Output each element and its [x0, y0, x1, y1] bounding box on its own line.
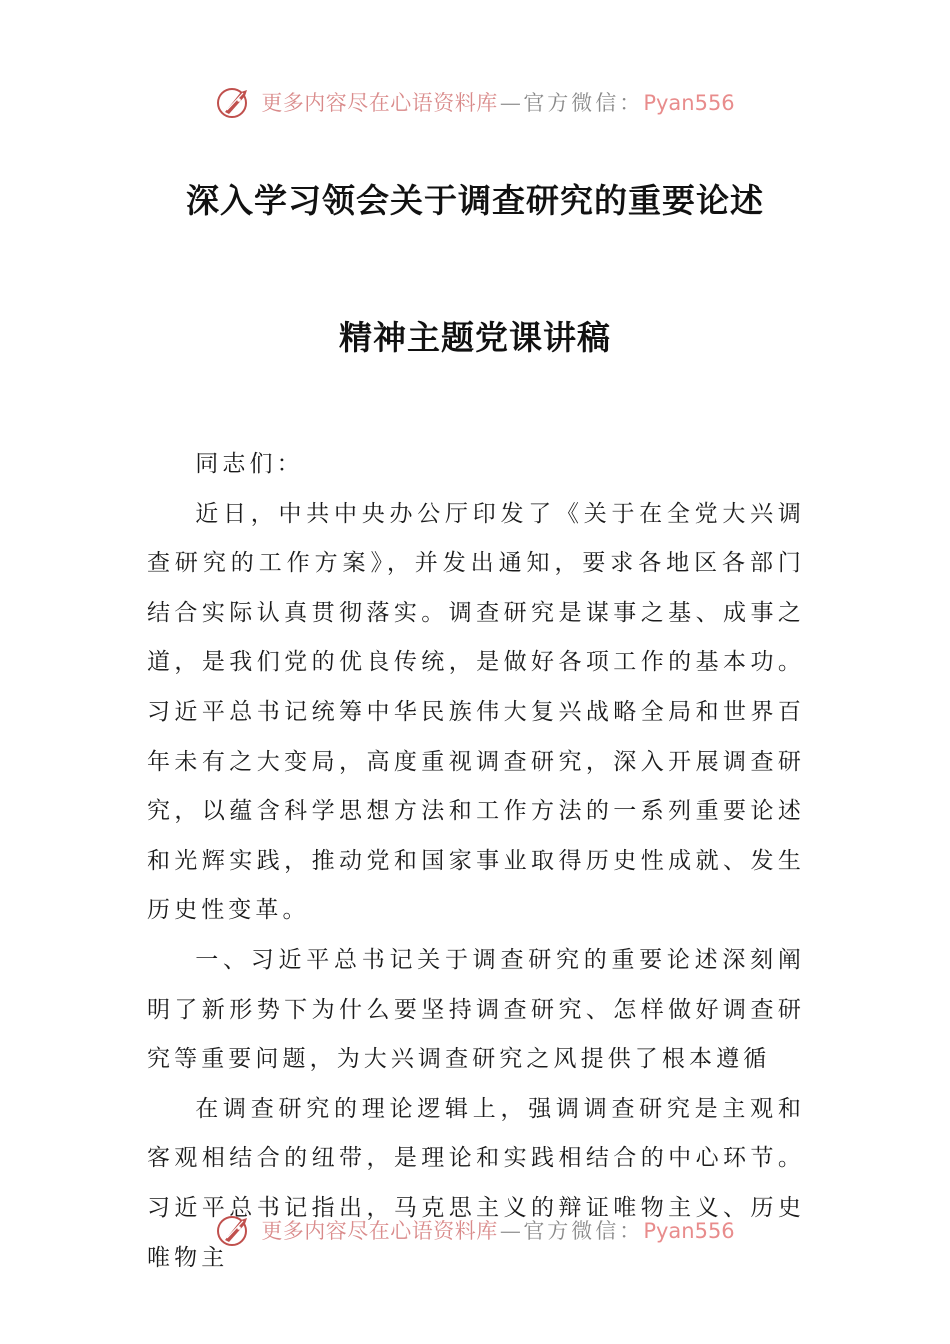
document-body: [147, 440, 805, 1283]
footer-watermark: [0, 1210, 950, 1250]
pen-nib-circle-icon: [215, 1210, 255, 1250]
watermark-official-label: 官方微信：: [523, 91, 644, 115]
header-watermark: [0, 82, 950, 122]
document-title-line1: 深入学习领会关于调查研究的重要论述: [186, 181, 764, 220]
watermark-site: 更多内容尽在心语资料库: [261, 1219, 498, 1243]
body-paragraph: 近日，中共中央办公厅印发了《关于在全党大兴调查研究的工作方案》，并发出通知，要求各地区各部门结合实际认真贯彻落实。调查研究是谋事之基、成事之道，是我们党的优良传统，是做好各项工作的基本功。习近平总书记统筹中华民族伟大复兴战略全局和世界百年未有之大变局，高度重视调查研究，深入开展调查研究，以蕴含科学思想方法和工作方法的一系列重要论述和光辉实践，推动党和国家事业取得历史性成就、发生历史性变革。: [147, 500, 805, 924]
watermark-text: [261, 87, 734, 117]
body-paragraph: 在调查研究的理论逻辑上，强调调查研究是主观和客观相结合的纽带，是理论和实践相结合的中心环节。习近平总书记指出，马克思主义的辩证唯物主义、历史唯物主: [147, 1095, 805, 1271]
document-title-line2: 精神主题党课讲稿: [339, 318, 611, 357]
watermark-site: 更多内容尽在心语资料库: [261, 91, 498, 115]
watermark-separator: —: [499, 1219, 522, 1243]
salutation: 同志们：: [195, 451, 304, 477]
watermark-official-label: 官方微信：: [523, 1219, 644, 1243]
watermark-account: Pyan556: [643, 1219, 735, 1243]
watermark-account: Pyan556: [643, 91, 735, 115]
watermark-text: [261, 1215, 734, 1245]
watermark-separator: —: [499, 91, 522, 115]
pen-nib-circle-icon: [215, 82, 255, 122]
body-paragraph: 一、习近平总书记关于调查研究的重要论述深刻阐明了新形势下为什么要坚持调查研究、怎样做好调查研究等重要问题，为大兴调查研究之风提供了根本遵循: [147, 946, 805, 1073]
